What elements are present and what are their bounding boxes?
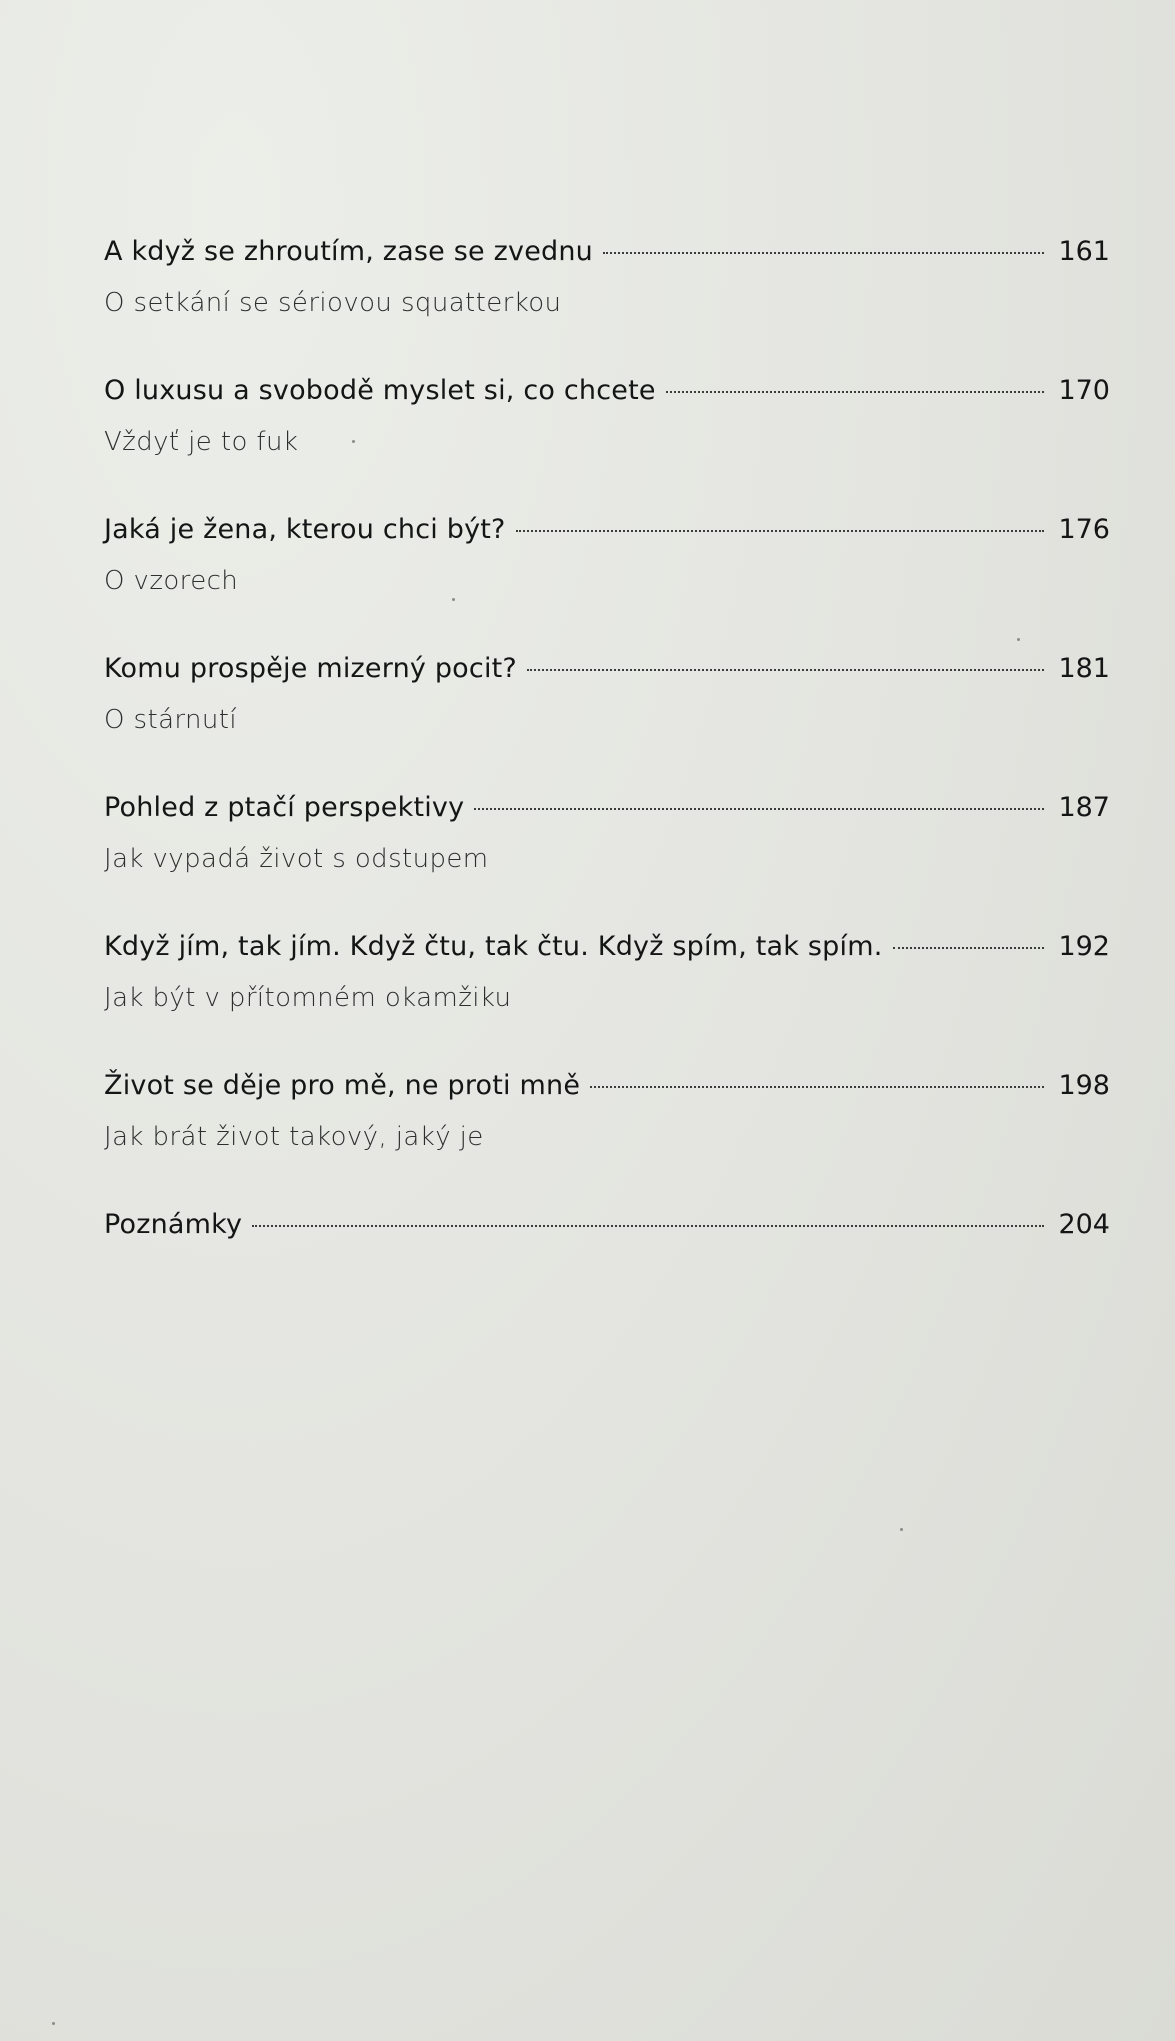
toc-entry-subtitle: O stárnutí <box>104 705 238 735</box>
toc-entry-page-number: 192 <box>1058 931 1110 962</box>
toc-entry-line <box>104 1070 1110 1120</box>
toc-entry-title: O luxusu a svobodě myslet si, co chcete <box>104 375 656 406</box>
toc-entry <box>104 236 1110 375</box>
toc-entry-subtitle: Vždyť je to fuk <box>104 427 299 457</box>
toc-entry-line <box>104 1209 1110 1259</box>
toc-entry <box>104 653 1110 792</box>
toc-entry-page-number: 187 <box>1058 792 1110 823</box>
toc-entry <box>104 375 1110 514</box>
paper-speck <box>352 440 355 443</box>
toc-entry-title: Když jím, tak jím. Když čtu, tak čtu. Když spím, tak spím. <box>104 931 883 962</box>
toc-entry-page-number: 176 <box>1058 514 1110 545</box>
table-of-contents <box>104 236 1110 1348</box>
toc-entry <box>104 792 1110 931</box>
toc-entry <box>104 514 1110 653</box>
toc-entry <box>104 1209 1110 1348</box>
paper-speck <box>1017 638 1020 641</box>
toc-entry-title: Život se děje pro mě, ne proti mně <box>104 1070 581 1101</box>
toc-entry-subtitle: O setkání se sériovou squatterkou <box>104 288 562 318</box>
toc-entry-title: Pohled z ptačí perspektivy <box>104 792 465 823</box>
toc-entry-page-number: 198 <box>1058 1070 1110 1101</box>
toc-entry-title: Jaká je žena, kterou chci být? <box>104 514 506 545</box>
toc-entry-subtitle: Jak brát život takový, jaký je <box>104 1122 484 1152</box>
dot-leader <box>603 252 1044 254</box>
toc-entry-line <box>104 236 1110 286</box>
toc-entry-page-number: 170 <box>1058 375 1110 406</box>
dot-leader <box>252 1225 1044 1227</box>
toc-entry-line <box>104 653 1110 703</box>
dot-leader <box>527 669 1044 671</box>
toc-entry-line <box>104 514 1110 564</box>
paper-speck <box>52 2022 55 2025</box>
dot-leader <box>590 1086 1044 1088</box>
toc-entry-title: Komu prospěje mizerný pocit? <box>104 653 517 684</box>
toc-entry-line <box>104 792 1110 842</box>
toc-entry-page-number: 204 <box>1058 1209 1110 1240</box>
paper-speck <box>452 598 455 601</box>
toc-entry <box>104 931 1110 1070</box>
dot-leader <box>893 947 1045 949</box>
toc-entry-subtitle: Jak být v přítomném okamžiku <box>104 983 512 1013</box>
toc-entry-page-number: 161 <box>1058 236 1110 267</box>
dot-leader <box>516 530 1045 532</box>
toc-entry-title: A když se zhroutím, zase se zvednu <box>104 236 593 267</box>
dot-leader <box>666 391 1045 393</box>
toc-entry-page-number: 181 <box>1058 653 1110 684</box>
paper-speck <box>900 1528 903 1531</box>
toc-entry-title: Poznámky <box>104 1209 243 1240</box>
toc-entry-subtitle: O vzorech <box>104 566 239 596</box>
dot-leader <box>474 808 1044 810</box>
toc-entry-line <box>104 375 1110 425</box>
toc-entry-line <box>104 931 1110 981</box>
toc-entry <box>104 1070 1110 1209</box>
toc-entry-subtitle: Jak vypadá život s odstupem <box>104 844 489 874</box>
